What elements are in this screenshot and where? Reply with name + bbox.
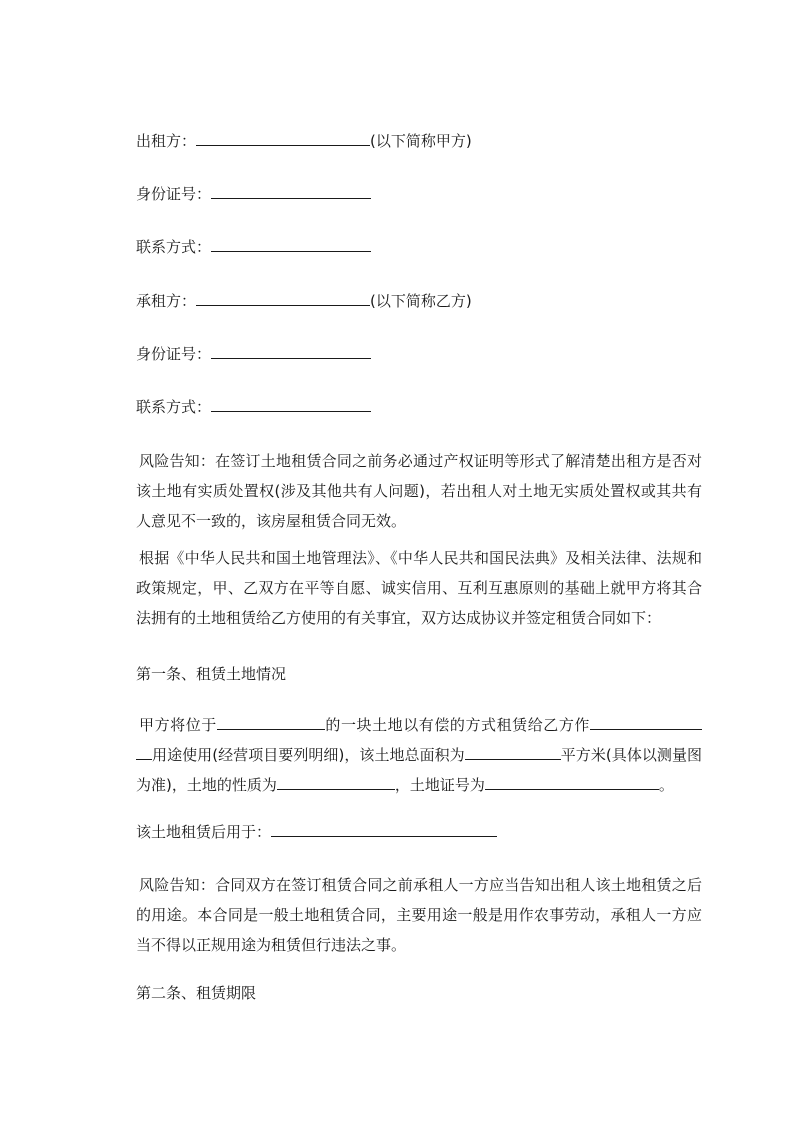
- land-certificate-number-blank[interactable]: [485, 775, 659, 790]
- article-1-text-1: 甲方将位于: [139, 716, 217, 734]
- lessor-id-blank[interactable]: [211, 184, 371, 199]
- article-2-heading: 第二条、租赁期限: [136, 984, 257, 1002]
- article-1-text-5: ，土地证号为: [394, 776, 485, 794]
- lessee-id-line: [136, 344, 371, 364]
- article-1-body: [136, 710, 702, 800]
- lessee-label: 承租方：: [136, 292, 197, 310]
- legal-basis-paragraph: 根据《中华人民共和国土地管理法》、《中华人民共和国民法典》及相关法律、法规和政策规定，甲、乙双方在平等自愿、诚实信用、互利互惠原则的基础上就甲方将其合法拥有的土地租赁给乙方使用的有关事宜，双方达成协议并签定租赁合同如下：: [136, 549, 702, 627]
- lessee-id-blank[interactable]: [211, 344, 371, 359]
- land-purpose-blank-2[interactable]: [136, 745, 152, 760]
- risk-notice-2: 风险告知：合同双方在签订租赁合同之前承租人一方应当告知出租人该土地租赁之后的用途。本合同是一般土地租赁合同，主要用途一般是用作农事劳动，承租人一方应当不得以正规用途为租赁但行违法之事。: [136, 876, 702, 954]
- land-usage-blank[interactable]: [271, 822, 497, 837]
- lessee-line: [136, 291, 472, 311]
- lessor-line: [136, 131, 472, 151]
- land-purpose-blank-1[interactable]: [590, 715, 702, 730]
- lessee-contact-line: [136, 397, 371, 417]
- land-area-blank[interactable]: [465, 745, 561, 760]
- lessee-suffix: (以下简称乙方): [370, 292, 472, 310]
- land-location-blank[interactable]: [217, 715, 325, 730]
- lessee-contact-label: 联系方式：: [136, 398, 212, 416]
- article-1-heading: 第一条、租赁土地情况: [136, 665, 287, 683]
- lessor-id-label: 身份证号：: [136, 185, 212, 203]
- land-nature-blank[interactable]: [277, 775, 395, 790]
- lessor-label: 出租方：: [136, 132, 197, 150]
- lessee-name-blank[interactable]: [196, 291, 370, 306]
- lessor-contact-blank[interactable]: [211, 237, 371, 252]
- lessee-contact-blank[interactable]: [211, 397, 371, 412]
- lessor-name-blank[interactable]: [196, 131, 370, 146]
- lessor-contact-label: 联系方式：: [136, 238, 212, 256]
- risk-notice-1: 风险告知：在签订土地租赁合同之前务必通过产权证明等形式了解清楚出租方是否对该土地有实质处置权(涉及其他共有人问题)，若出租人对土地无实质处置权或其共有人意见不一致的，该房屋租赁合同无效。: [136, 452, 702, 530]
- article-1-text-6: 。: [658, 776, 674, 794]
- article-1-text-3: 用途使用(经营项目要列明细)，该土地总面积为: [152, 746, 465, 764]
- article-1-text-4: 平方米(具体以测量图为准)，土地的性质为: [136, 746, 702, 794]
- lessor-contact-line: [136, 237, 371, 257]
- land-usage-line: [136, 822, 497, 842]
- land-usage-label: 该土地租赁后用于：: [136, 823, 272, 841]
- lessee-id-label: 身份证号：: [136, 345, 212, 363]
- article-1-text-2: 的一块土地以有偿的方式租赁给乙方作: [324, 716, 590, 734]
- lessor-id-line: [136, 184, 371, 204]
- lessor-suffix: (以下简称甲方): [370, 132, 472, 150]
